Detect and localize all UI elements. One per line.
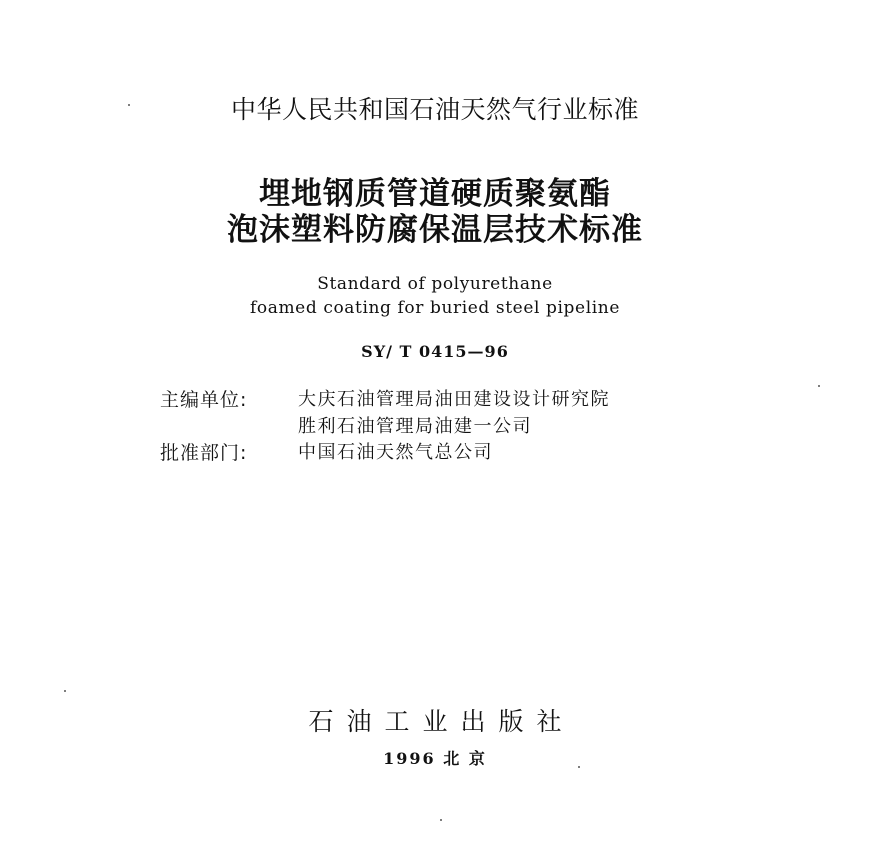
standard-code: SY/ T 0415—96 — [361, 342, 509, 361]
industry-standard-heading: 中华人民共和国石油天然气行业标准 — [230, 95, 639, 124]
title-en-line-2: foamed coating for buried steel pipeline — [250, 298, 620, 318]
publisher-name: 石油工业出版社 — [308, 707, 575, 736]
scan-speck — [128, 104, 130, 106]
scan-speck — [818, 385, 820, 387]
editor-org-1: 大庆石油管理局油田建设设计研究院 — [298, 389, 610, 410]
scan-speck — [64, 690, 66, 692]
title-cn-line-1: 埋地钢质管道硬质聚氨酯 — [259, 176, 611, 212]
approval-label: 批准部门: — [160, 442, 248, 464]
publication-year-place: 1996 北 京 — [383, 749, 487, 768]
scan-speck — [440, 819, 442, 821]
editor-org-2: 胜利石油管理局油建一公司 — [298, 416, 532, 437]
title-cn-line-2: 泡沫塑料防腐保温层技术标准 — [227, 212, 643, 248]
approval-org: 中国石油天然气总公司 — [298, 442, 493, 463]
scan-speck — [578, 766, 580, 768]
title-en-line-1: Standard of polyurethane — [317, 274, 553, 294]
editors-label: 主编单位: — [160, 389, 248, 411]
